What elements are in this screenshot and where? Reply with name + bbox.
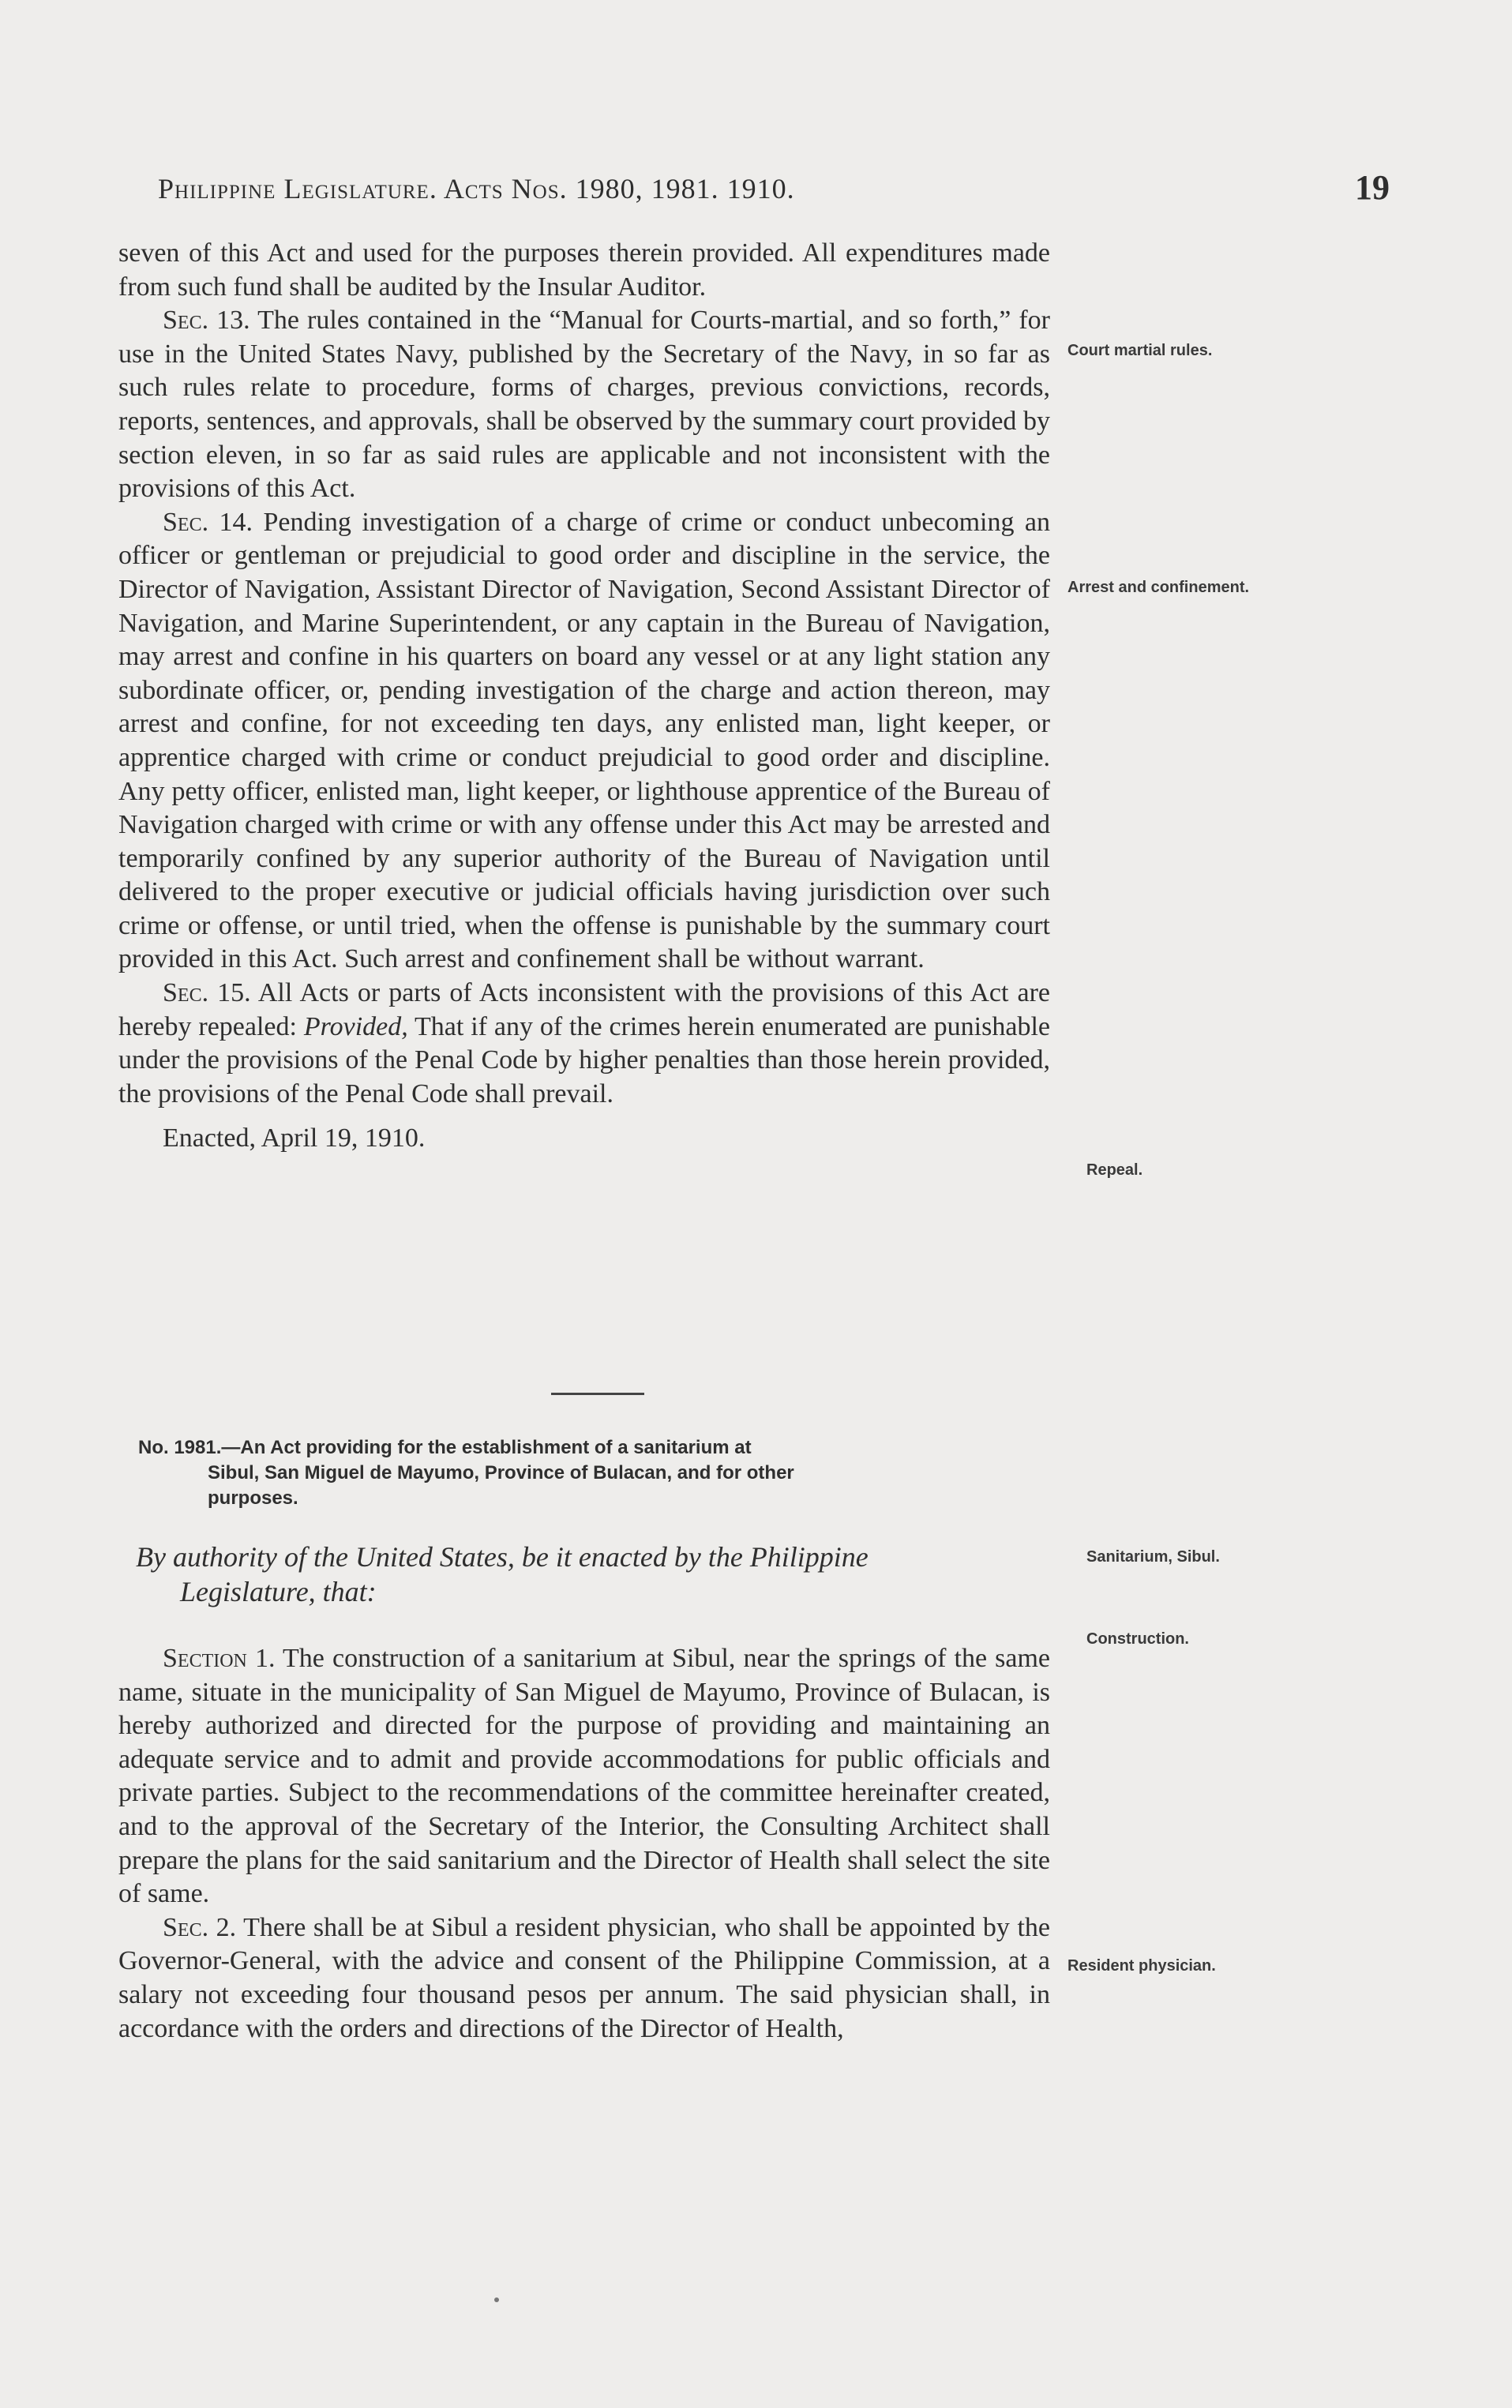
section-14-label: Sec. 14. <box>163 507 253 537</box>
continuation-paragraph: seven of this Act and used for the purposes therein provided. All expenditures made from such fund shall be audited by the Insular Auditor. <box>118 238 1050 302</box>
section-2-label: Sec. 2. <box>163 1912 237 1942</box>
act-1980-text <box>118 237 1050 1156</box>
page-number: 19 <box>1355 168 1390 207</box>
margin-note-repeal: Repeal. <box>1086 1161 1143 1179</box>
section-15-text-before: All Acts or parts of Acts inconsistent with the provisions of this Act are hereby repealed: <box>118 978 1051 1041</box>
enacted-date: Enacted, April 19, 1910. <box>163 1123 426 1153</box>
section-13-text: The rules contained in the “Manual for Courts-martial, and so forth,” for use in the United States Navy, published by the Secretary of the Navy, in so far as such rules relate to procedure, forms of charges, previous convictions, records, reports, sentences, and approvals, shall be observed by the summary court provided by section eleven, in so far as said rules are applicable and not inconsistent with the provisions of this Act. <box>118 306 1051 504</box>
section-15-paragraph <box>118 977 1050 1111</box>
section-2-paragraph <box>118 1911 1050 2046</box>
section-15-label: Sec. 15. <box>163 978 251 1008</box>
section-1-label: Section 1. <box>163 1644 276 1673</box>
enacting-clause-line-1: By authority of the United States, be it enacted by the Philippine <box>136 1541 869 1573</box>
print-speck <box>494 2297 499 2302</box>
enacting-clause-line-2: Legislature, that: <box>180 1576 377 1607</box>
act-1981-heading <box>138 1435 1054 1511</box>
margin-note-arrest: Arrest and confinement. <box>1067 579 1250 596</box>
section-13-label: Sec. 13. <box>163 306 250 336</box>
act-1981-text <box>118 1642 1050 2046</box>
margin-note-physician: Resident physician. <box>1067 1957 1216 1975</box>
section-1-text: The construction of a sanitarium at Sibul, near the springs of the same name, situate in the municipality of San Miguel de Mayumo, Province of Bulacan, is hereby authorized and directed for the purpose of providing and maintaining an adequate service and to admit and provide accommodations for public officials and private parties. Subject to the recommendations of the committee hereinafter created, and to the approval of the Secretary of the Interior, the Consulting Architect shall prepare the plans for the said sanitarium and the Director of Health shall select the site of same. <box>118 1644 1050 1909</box>
act-1981-title-line-1: No. 1981.—An Act providing for the establishment of a sanitarium at <box>138 1437 752 1458</box>
page-header <box>158 168 1390 219</box>
section-15-text-after: That if any of the crimes herein enumerated are punishable under the provisions of the Penal Code by higher penalties than those herein provided, the provisions of the Penal Code shall prevail. <box>118 1011 1050 1108</box>
act-1981-title-line-2: Sibul, San Miguel de Mayumo, Province of Bulacan, and for other <box>208 1462 794 1483</box>
section-divider <box>551 1393 644 1395</box>
margin-note-sanitarium: Sanitarium, Sibul. <box>1086 1548 1220 1566</box>
section-2-text: There shall be at Sibul a resident physician, who shall be appointed by the Governor-General, with the advice and consent of the Philippine Commission, at a salary not exceeding four thousand pesos per annum. The said physician shall, in accordance with the orders and directions of the Director of Health, <box>118 1912 1051 2043</box>
section-13-paragraph <box>118 304 1050 506</box>
running-title: Philippine Legislature. Acts Nos. 1980, 1981. 1910. <box>158 173 795 204</box>
section-14-text: Pending investigation of a charge of crime or conduct unbecoming an officer or gentleman or prejudicial to good order and discipline in the service, the Director of Navigation, Assistant Director of Navigation, Second Assistant Director of Navigation, and Marine Superintendent, or any captain in the Bureau of Navigation, may arrest and confine in his quarters on board any vessel or at any light station any subordinate officer, or, pending investigation of the charge and action thereon, may arrest and confine, for not exceeding ten days, any enlisted man, light keeper, or apprentice charged with crime or conduct prejudicial to good order and discipline. Any petty officer, enlisted man, light keeper, or lighthouse apprentice of the Bureau of Navigation charged with crime or with any offense under this Act may be arrested and temporarily confined by any superior authority of the Bureau of Navigation until delivered to the proper executive or judicial officials having jurisdiction over such crime or offense, or until tried, when the offense is punishable by the summary court provided in this Act. Such arrest and confinement shall be without warrant. <box>118 507 1051 974</box>
section-15-provided: Provided, <box>303 1011 408 1041</box>
act-1981-title-line-3: purposes. <box>208 1487 298 1509</box>
section-1-paragraph <box>118 1642 1050 1911</box>
margin-note-construction: Construction. <box>1086 1630 1189 1648</box>
section-14-paragraph <box>118 506 1050 977</box>
margin-note-court-martial: Court martial rules. <box>1067 342 1213 359</box>
enacting-clause <box>136 1540 1060 1609</box>
act-number: No. 1981. <box>138 1437 222 1458</box>
